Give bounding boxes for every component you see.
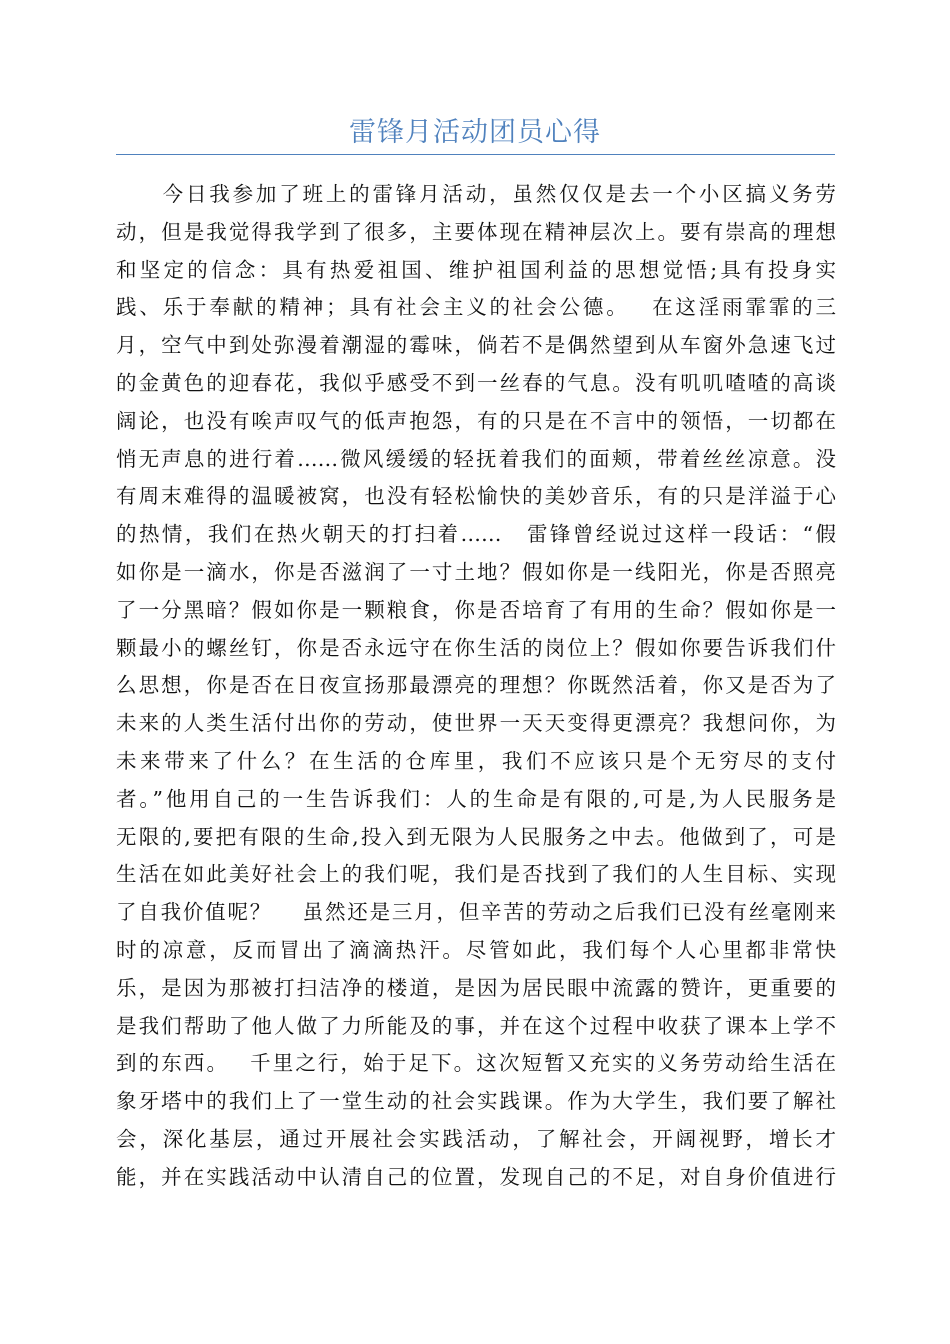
body-text-line: 的热情，我们在热火朝天的打扫着…… 雷锋曾经说过这样一段话：“假 <box>116 522 836 547</box>
body-text-line: 时的凉意，反而冒出了滴滴热汗。尽管如此，我们每个人心里都非常快 <box>116 937 836 962</box>
body-text-line: 悄无声息的进行着……微风缓缓的轻抚着我们的面颊，带着丝丝凉意。没 <box>116 446 836 471</box>
body-text-line: 和坚定的信念：具有热爱祖国、维护祖国利益的思想觉悟;具有投身实 <box>116 257 836 282</box>
body-text-line: 如你是一滴水，你是否滋润了一寸土地？假如你是一线阳光，你是否照亮 <box>116 559 836 584</box>
body-text-line: 么思想，你是否在日夜宣扬那最漂亮的理想？你既然活着，你又是否为了 <box>116 673 836 698</box>
body-text-line: 颗最小的螺丝钉，你是否永远守在你生活的岗位上？假如你要告诉我们什 <box>116 635 836 660</box>
body-text-line: 有周末难得的温暖被窝，也没有轻松愉快的美妙音乐，有的只是洋溢于心 <box>116 484 836 509</box>
body-text-line: 象牙塔中的我们上了一堂生动的社会实践课。作为大学生，我们要了解社 <box>116 1089 836 1114</box>
body-text-line: 未来的人类生活付出你的劳动，使世界一天天变得更漂亮？我想问你，为 <box>116 711 836 736</box>
body-text-line: 阔论，也没有唉声叹气的低声抱怨，有的只是在不言中的领悟，一切都在 <box>116 408 836 433</box>
body-text-line: 了自我价值呢？ 虽然还是三月，但辛苦的劳动之后我们已没有丝毫刚来 <box>116 900 836 925</box>
body-text-line: 的金黄色的迎春花，我似乎感受不到一丝春的气息。没有叽叽喳喳的高谈 <box>116 370 836 395</box>
body-text-line: 能，并在实践活动中认清自己的位置，发现自己的不足，对自身价值进行 <box>116 1164 836 1189</box>
body-text-line: 今日我参加了班上的雷锋月活动，虽然仅仅是去一个小区搞义务劳 <box>116 182 836 206</box>
body-text-line: 会，深化基层，通过开展社会实践活动，了解社会，开阔视野，增长才 <box>116 1126 836 1151</box>
body-text-line: 到的东西。 千里之行，始于足下。这次短暂又充实的义务劳动给生活在 <box>116 1051 836 1076</box>
body-text-line: 者。”他用自己的一生告诉我们：人的生命是有限的,可是,为人民服务是 <box>116 786 836 811</box>
document-body <box>116 176 836 1197</box>
body-text-line: 生活在如此美好社会上的我们呢，我们是否找到了我们的人生目标、实现 <box>116 862 836 887</box>
body-text-line: 乐，是因为那被打扫洁净的楼道，是因为居民眼中流露的赞许，更重要的 <box>116 975 836 1000</box>
title-underline <box>116 154 835 155</box>
body-text-line: 无限的,要把有限的生命,投入到无限为人民服务之中去。他做到了，可是 <box>116 824 836 849</box>
body-text-line: 月，空气中到处弥漫着潮湿的霉味，倘若不是偶然望到从车窗外急速飞过 <box>116 333 836 358</box>
document-title: 雷锋月活动团员心得 <box>349 117 601 148</box>
body-text-line: 未来带来了什么？在生活的仓库里，我们不应该只是个无穷尽的支付 <box>116 748 836 773</box>
body-text-line: 了一分黑暗？假如你是一颗粮食，你是否培育了有用的生命？假如你是一 <box>116 597 836 622</box>
body-text-line: 是我们帮助了他人做了力所能及的事，并在这个过程中收获了课本上学不 <box>116 1013 836 1038</box>
body-text-line: 动，但是我觉得我学到了很多，主要体现在精神层次上。要有崇高的理想 <box>116 219 836 244</box>
body-text-line: 践、乐于奉献的精神；具有社会主义的社会公德。 在这淫雨霏霏的三 <box>116 295 836 320</box>
